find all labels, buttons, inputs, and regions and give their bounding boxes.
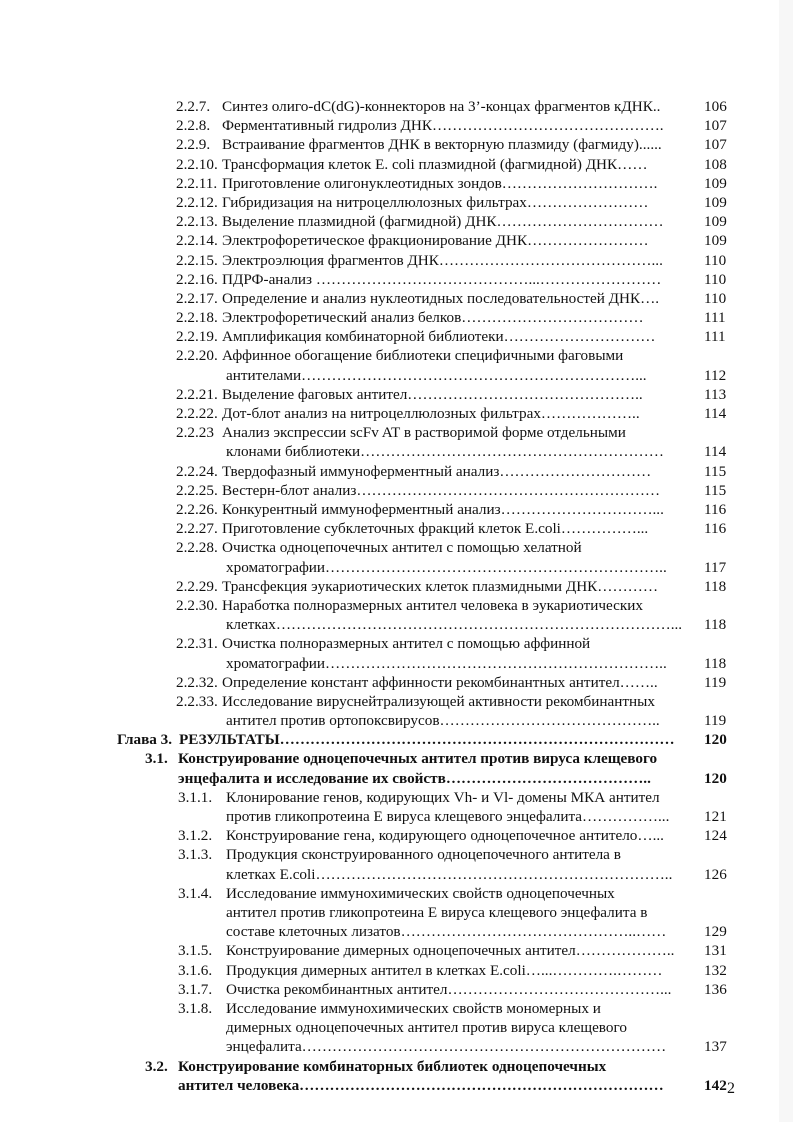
toc-entry-number: 2.2.21. xyxy=(176,385,218,403)
toc-entry-page: 110 xyxy=(704,289,727,307)
toc-entry-page: 113 xyxy=(704,385,727,403)
toc-entry-title-line: Очистка рекомбинантных антител……………………………………... xyxy=(226,980,672,998)
toc-entry-title-line: Вестерн-блот анализ…………………………………………………… xyxy=(222,481,661,499)
toc-subsection-entry xyxy=(0,135,793,154)
toc-subsection-entry xyxy=(0,826,793,845)
toc-entry-page: 110 xyxy=(704,270,727,288)
toc-subsection-entry xyxy=(0,404,793,423)
toc-entry-number: 2.2.24. xyxy=(176,462,218,480)
toc-entry-page: 114 xyxy=(704,405,727,423)
toc-entry-page: 109 xyxy=(704,174,727,192)
toc-entry-number: 3.1. xyxy=(145,750,168,768)
toc-entry-page: 109 xyxy=(704,193,727,211)
toc-subsection-entry xyxy=(0,596,793,634)
toc-subsection-entry xyxy=(0,673,793,692)
toc-entry-number: 2.2.25. xyxy=(176,481,218,499)
toc-entry-page: 136 xyxy=(704,980,727,998)
toc-subsection-entry xyxy=(0,519,793,538)
toc-entry-title-line: энцефалита и исследование их свойств………………………………….. xyxy=(178,769,651,787)
toc-entry-title-line: Приготовление субклеточных фракций клеток E.coli……………... xyxy=(222,520,649,538)
toc-entry-page: 120 xyxy=(704,769,727,787)
toc-entry-number: 2.2.26. xyxy=(176,500,218,518)
toc-entry-title-line: Продукция димерных антител в клетках E.coli…...………….……… xyxy=(226,961,663,979)
toc-subsection-entry xyxy=(0,346,793,384)
toc-entry-title-line: Электроэлюция фрагментов ДНК……………………………………... xyxy=(222,251,663,269)
toc-entry-number: 2.2.28. xyxy=(176,539,218,557)
toc-entry-page: 112 xyxy=(704,366,727,384)
toc-entry-page: 118 xyxy=(704,654,727,672)
toc-subsection-entry xyxy=(0,961,793,980)
toc-entry-title-line: Конкурентный иммуноферментный анализ…………………………... xyxy=(222,500,664,518)
toc-entry-title-line: Электрофоретический анализ белков……………………………… xyxy=(222,309,644,327)
toc-subsection-entry xyxy=(0,289,793,308)
toc-entry-title-line: Гибридизация на нитроцеллюлозных фильтрах…………………… xyxy=(222,193,649,211)
toc-entry-title-line: Синтез олиго-dC(dG)-коннекторов на 3’-концах фрагментов кДНК.. xyxy=(222,98,661,115)
toc-entry-title-line: составе клеточных лизатов………………………………………..…… xyxy=(226,923,667,941)
toc-entry-number: 2.2.22. xyxy=(176,405,218,423)
toc-subsection-entry xyxy=(0,980,793,999)
toc-entry-title-line: Выделение фаговых антител……………………………………….. xyxy=(222,385,643,403)
toc-entry-page: 114 xyxy=(704,443,727,461)
toc-entry-number: 3.2. xyxy=(145,1057,168,1075)
toc-entry-title-line: антител против гликопротеина Е вируса клещевого энцефалита в xyxy=(226,904,648,922)
toc-entry-number: 2.2.8. xyxy=(176,117,211,135)
toc-entry-number: 2.2.30. xyxy=(176,596,218,614)
toc-subsection-entry xyxy=(0,155,793,174)
toc-entry-number: 2.2.10. xyxy=(176,155,218,173)
toc-entry-page: 121 xyxy=(704,808,727,826)
toc-entry-number: 2.2.9. xyxy=(176,136,211,154)
toc-subsection-entry xyxy=(0,231,793,250)
toc-subsection-entry xyxy=(0,327,793,346)
toc-entry-page: 126 xyxy=(704,865,727,883)
toc-subsection-entry xyxy=(0,385,793,404)
toc-entry-number: 2.2.7. xyxy=(176,98,211,115)
toc-entry-title-line: против гликопротеина Е вируса клещевого энцефалита……………... xyxy=(226,808,670,826)
toc-entry-page: 132 xyxy=(704,961,727,979)
toc-entry-title-line: Приготовление олигонуклеотидных зондов…………………………. xyxy=(222,174,658,192)
toc-section-entry xyxy=(0,749,793,787)
toc-entry-title-line: Определение и анализ нуклеотидных последовательностей ДНК…. xyxy=(222,289,660,307)
toc-entry-page: 142 xyxy=(704,1076,727,1094)
toc-entry-page: 115 xyxy=(704,481,727,499)
page-number: 2 xyxy=(727,1080,735,1097)
toc-entry-number: 2.2.14. xyxy=(176,232,218,250)
toc-entry-number: 2.2.16. xyxy=(176,270,218,288)
toc-entry-page: 106 xyxy=(704,98,727,115)
toc-section-entry xyxy=(0,1057,793,1095)
toc-subsection-entry xyxy=(0,692,793,730)
toc-entry-title-line: клетках E.coli…………………………………………………………….. xyxy=(226,865,673,883)
toc-entry-page: 119 xyxy=(704,673,727,691)
toc-subsection-entry xyxy=(0,481,793,500)
toc-entry-page: 118 xyxy=(704,616,727,634)
toc-entry-number: 3.1.4. xyxy=(178,884,213,902)
toc-entry-page: 110 xyxy=(704,251,727,269)
toc-entry-number: 3.1.6. xyxy=(178,961,213,979)
toc-entry-number: 3.1.7. xyxy=(178,980,213,998)
toc-entry-page: 131 xyxy=(704,942,727,960)
toc-entry-title-line: Конструирование комбинаторных библиотек одноцепочечных xyxy=(178,1057,607,1075)
toc-subsection-entry xyxy=(0,884,793,942)
toc-entry-page: 116 xyxy=(704,500,727,518)
toc-subsection-entry xyxy=(0,845,793,883)
toc-entry-title-line: Ферментативный гидролиз ДНК………………………………………. xyxy=(222,117,664,135)
toc-entry-title-line: Конструирование гена, кодирующего одноцепочечное антитело…... xyxy=(226,827,664,845)
toc-entry-page: 124 xyxy=(704,827,727,845)
toc-entry-number: 2.2.19. xyxy=(176,328,218,346)
toc-entry-page: 129 xyxy=(704,923,727,941)
toc-entry-title-line: Дот-блот анализ на нитроцеллюлозных фильтрах……………….. xyxy=(222,405,640,423)
toc-entry-title-line: антителами…………………………………………………………... xyxy=(226,366,647,384)
toc-entry-title-line: ПДРФ-анализ ……………………………………...…………………… xyxy=(222,270,662,288)
toc-entry-number: 2.2.27. xyxy=(176,520,218,538)
toc-subsection-entry xyxy=(0,212,793,231)
toc-entry-title-line: Исследование иммунохимических свойств мономерных и xyxy=(226,999,601,1017)
toc-entry-number: 3.1.1. xyxy=(178,788,213,806)
toc-entry-title-line: Клонирование генов, кодирующих Vh- и Vl- домены МКА антител xyxy=(226,788,660,806)
toc-entry-title-line: Продукция сконструированного одноцепочечного антитела в xyxy=(226,846,621,864)
toc-entry-page: 109 xyxy=(704,232,727,250)
toc-subsection-entry xyxy=(0,500,793,519)
toc-subsection-entry xyxy=(0,97,793,116)
toc-entry-title-line: Наработка полноразмерных антител человека в эукариотических xyxy=(222,596,643,614)
toc-subsection-entry xyxy=(0,999,793,1057)
toc-entry-number: 2.2.15. xyxy=(176,251,218,269)
toc-entry-title-line: клетках……………………………………………………………………... xyxy=(226,616,683,634)
toc-subsection-entry xyxy=(0,116,793,135)
toc-subsection-entry xyxy=(0,423,793,461)
toc-entry-page: 117 xyxy=(704,558,727,576)
toc-subsection-entry xyxy=(0,251,793,270)
toc-entry-page: 107 xyxy=(704,117,727,135)
toc-entry-page: 111 xyxy=(704,328,726,346)
toc-entry-title-line: Электрофоретическое фракционирование ДНК…………………… xyxy=(222,232,649,250)
toc-entry-title-line: Встраивание фрагментов ДНК в векторную плазмиду (фагмиду)...... xyxy=(222,136,662,154)
toc-subsection-entry xyxy=(0,462,793,481)
toc-entry-title-line: Конструирование одноцепочечных антител против вируса клещевого xyxy=(178,750,658,768)
toc-subsection-entry xyxy=(0,577,793,596)
toc-subsection-entry xyxy=(0,308,793,327)
toc-entry-number: 2.2.32. xyxy=(176,673,218,691)
toc-entry-number: 2.2.20. xyxy=(176,347,218,365)
toc-subsection-entry xyxy=(0,634,793,672)
toc-entry-title-line: энцефалита……………………………………………………………… xyxy=(226,1038,667,1056)
table-of-contents xyxy=(0,97,793,1095)
toc-entry-number: 2.2.29. xyxy=(176,577,218,595)
toc-entry-page: 118 xyxy=(704,577,727,595)
toc-entry-title-line: РЕЗУЛЬТАТЫ…………………………………………………………………… xyxy=(179,731,675,749)
toc-entry-title-line: Трансфекция эукариотических клеток плазмидными ДНК………… xyxy=(222,577,659,595)
toc-entry-title-line: хроматографии………………………………………………………….. xyxy=(226,654,667,672)
toc-subsection-entry xyxy=(0,270,793,289)
toc-entry-number: 2.2.12. xyxy=(176,193,218,211)
toc-entry-number: 2.2.17. xyxy=(176,289,218,307)
toc-subsection-entry xyxy=(0,941,793,960)
toc-entry-number: 2.2.23 xyxy=(176,424,214,442)
toc-subsection-entry xyxy=(0,193,793,212)
toc-entry-title-line: Исследование вируснейтрализующей активности рекомбинантных xyxy=(222,692,655,710)
toc-entry-title-line: клонами библиотеки…………………………………………………… xyxy=(226,443,664,461)
toc-entry-number: 3.1.2. xyxy=(178,827,213,845)
toc-entry-number: 3.1.8. xyxy=(178,999,213,1017)
toc-entry-number: 2.2.18. xyxy=(176,309,218,327)
toc-entry-page: 107 xyxy=(704,136,727,154)
toc-entry-number: 2.2.31. xyxy=(176,635,218,653)
toc-entry-page: 137 xyxy=(704,1038,727,1056)
toc-entry-number: 2.2.13. xyxy=(176,213,218,231)
toc-entry-title-line: хроматографии………………………………………………………….. xyxy=(226,558,667,576)
toc-entry-title-line: Конструирование димерных одноцепочечных антител……………….. xyxy=(226,942,675,960)
toc-entry-page: 115 xyxy=(704,462,727,480)
toc-entry-page: 109 xyxy=(704,213,727,231)
toc-subsection-entry xyxy=(0,538,793,576)
toc-entry-title-line: антител против ортопоксвирусов…………………………………….. xyxy=(226,712,660,730)
toc-subsection-entry xyxy=(0,174,793,193)
toc-entry-page: 120 xyxy=(704,731,727,749)
toc-entry-title-line: Амплификация комбинаторной библиотеки………………………… xyxy=(222,328,656,346)
toc-entry-title-line: Аффинное обогащение библиотеки специфичными фаговыми xyxy=(222,347,624,365)
toc-entry-page: 111 xyxy=(704,309,726,327)
toc-subsection-entry xyxy=(0,788,793,826)
toc-entry-title-line: Определение констант аффинности рекомбинантных антител…….. xyxy=(222,673,658,691)
toc-entry-title-line: Твердофазный иммуноферментный анализ………………………… xyxy=(222,462,652,480)
toc-entry-title-line: Очистка полноразмерных антител с помощью аффинной xyxy=(222,635,591,653)
toc-chapter-entry xyxy=(0,730,793,749)
toc-entry-title-line: антител человека……………………………………………………………… xyxy=(178,1076,664,1094)
toc-entry-number: 3.1.5. xyxy=(178,942,213,960)
toc-entry-page: 108 xyxy=(704,155,727,173)
toc-entry-number: 3.1.3. xyxy=(178,846,213,864)
toc-entry-number: 2.2.11. xyxy=(176,174,218,192)
toc-entry-title-line: Очистка одноцепочечных антител с помощью хелатной xyxy=(222,539,582,557)
toc-entry-title-line: Анализ экспрессии scFv AT в растворимой форме отдельными xyxy=(222,424,626,442)
toc-entry-page: 119 xyxy=(704,712,727,730)
toc-entry-number: 2.2.33. xyxy=(176,692,218,710)
toc-entry-title-line: Выделение плазмидной (фагмидной) ДНК…………………………… xyxy=(222,213,664,231)
toc-entry-page: 116 xyxy=(704,520,727,538)
toc-entry-title-line: димерных одноцепочечных антител против вируса клещевого xyxy=(226,1019,627,1037)
toc-entry-title-line: Трансформация клеток E. coli плазмидной (фагмидной) ДНК…… xyxy=(222,155,648,173)
toc-entry-title-line: Исследование иммунохимических свойств одноцепочечных xyxy=(226,884,615,902)
toc-entry-number: Глава 3. xyxy=(117,731,173,749)
